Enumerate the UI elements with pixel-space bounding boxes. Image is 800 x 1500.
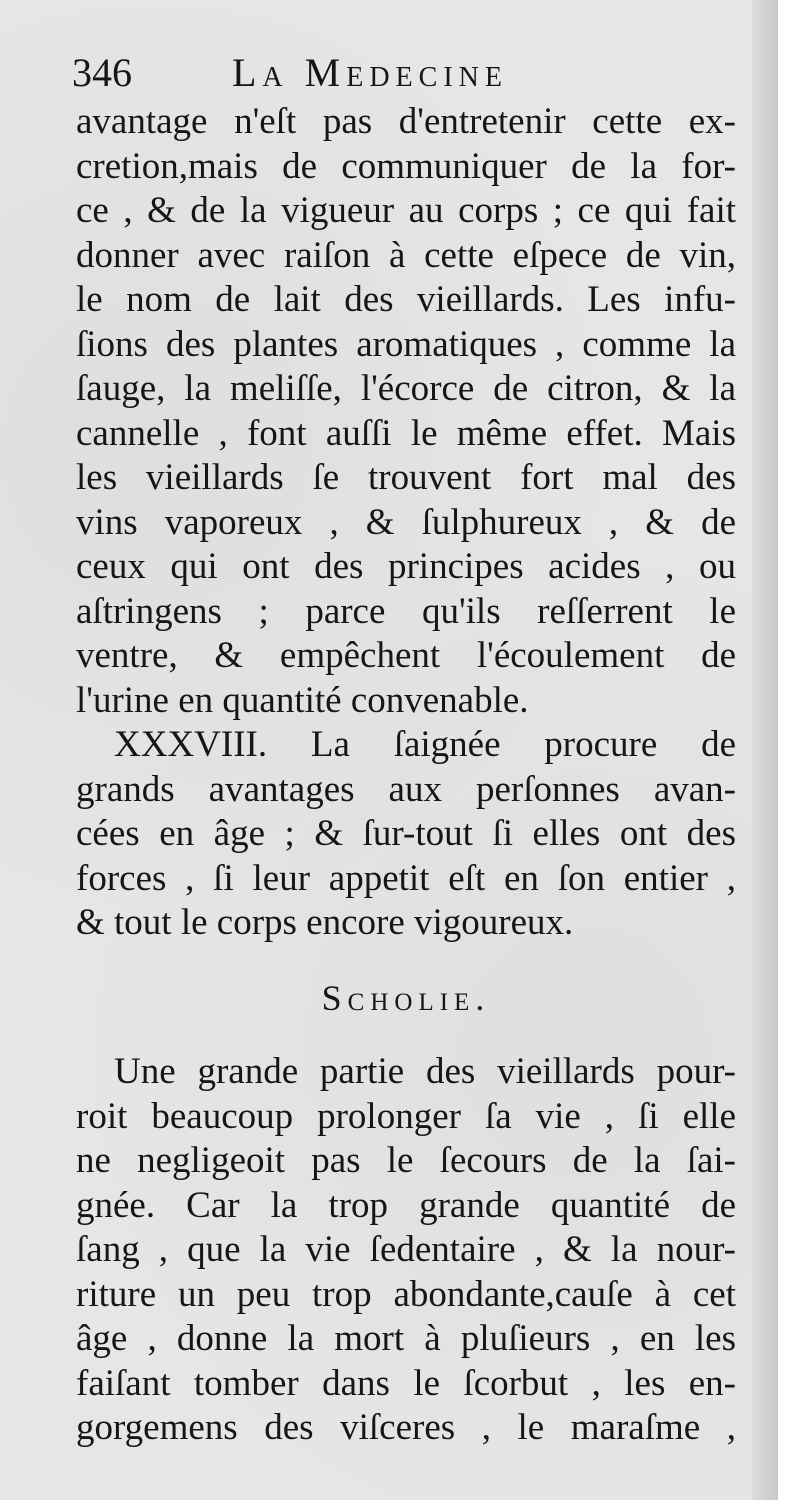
running-title: La Medecine [232, 50, 508, 95]
text-line: aſtringens ; parce qu'ils reſſerrent le [76, 590, 736, 632]
page-number: 346 [72, 50, 132, 95]
scholie-paragraph [76, 1050, 736, 1451]
text-line: l'urine en quantité convenable. [76, 679, 529, 721]
page-header [72, 48, 732, 98]
text-line: ne negligeoit pas le ſecours de la ſai- [76, 1140, 736, 1181]
aphorism-xxxviii [76, 723, 736, 946]
section-heading: Scholie. [321, 977, 491, 1018]
text-line: faiſant tomber dans le ſcorbut , les en- [76, 1362, 736, 1404]
page-body [76, 100, 736, 1451]
text-line: ſauge, la meliſſe, l'écorce de citron, & la [76, 368, 736, 409]
text-line: XXXVIII. La ſaignée procure de [114, 724, 736, 765]
text-line: grands avantages aux perſonnes avan- [76, 768, 736, 810]
text-line: forces , ſi leur appetit eſt en ſon entier , [76, 857, 736, 899]
text-line: Une grande partie des vieillards pour- [114, 1051, 736, 1092]
text-line: gnée. Car la trop grande quantité de [76, 1184, 736, 1226]
text-line: ſang , que la vie ſedentaire , & la nour- [76, 1229, 736, 1270]
text-line: vins vaporeux , & ſulphureux , & de [76, 501, 736, 543]
text-line: ceux qui ont des principes acides , ou [76, 546, 736, 587]
paragraph-continuation [76, 100, 736, 723]
text-line: cées en âge ; & ſur-tout ſi elles ont des [76, 813, 736, 854]
text-line: le nom de lait des vieillards. Les infu- [76, 279, 736, 320]
text-line: gorgemens des viſceres , le maraſme , [76, 1407, 736, 1448]
text-line: donner avec raiſon à cette eſpece de vin, [76, 234, 736, 276]
text-line: avantage n'eſt pas d'entretenir cette ex- [76, 101, 736, 142]
text-line: cannelle , font auſſi le même effet. Mais [76, 412, 736, 454]
text-line: ce , & de la vigueur au corps ; ce qui fait [76, 190, 736, 231]
text-line: & tout le corps encore vigoureux. [76, 902, 574, 943]
text-line: âge , donne la mort à pluſieurs , en les [76, 1318, 736, 1359]
text-line: cretion,mais de communiquer de la for- [76, 145, 736, 187]
text-line: ſions des plantes aromatiques , comme la [76, 323, 736, 365]
text-line: riture un peu trop abondante,cauſe à cet [76, 1273, 736, 1315]
text-line: les vieillards ſe trouvent fort mal des [76, 457, 736, 498]
page-edge-shadow [752, 0, 778, 1500]
text-line: ventre, & empêchent l'écoulement de [76, 635, 736, 676]
text-line: roit beaucoup prolonger ſa vie , ſi elle [76, 1095, 736, 1137]
